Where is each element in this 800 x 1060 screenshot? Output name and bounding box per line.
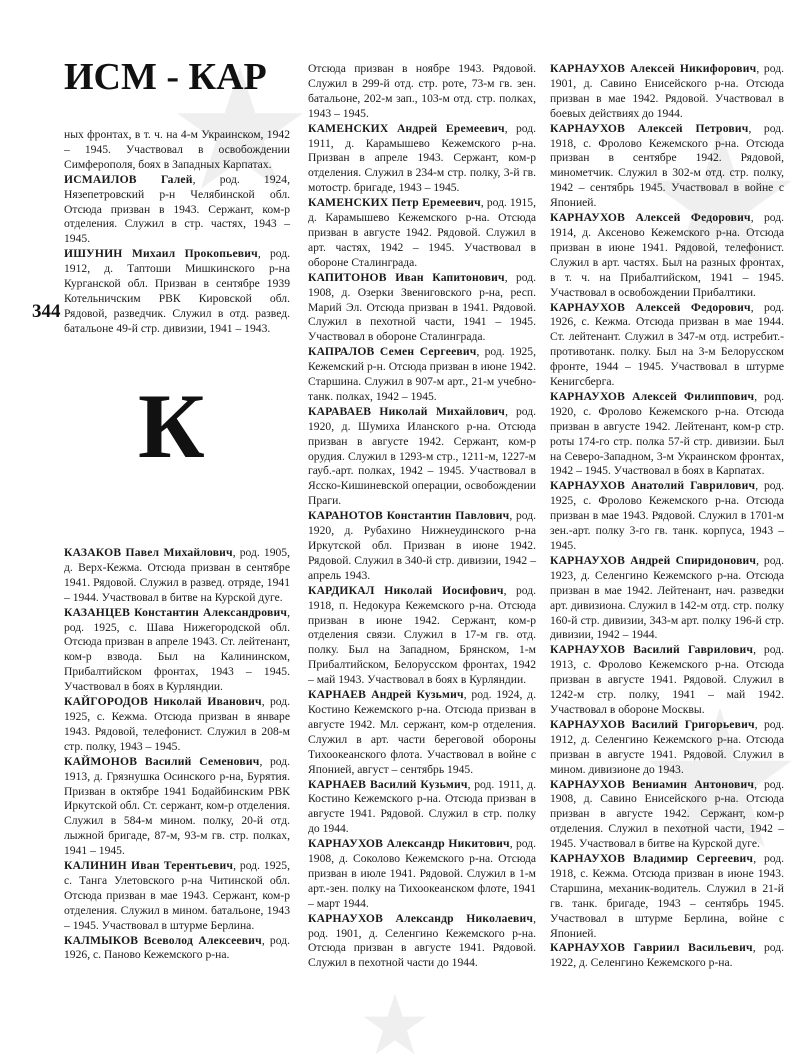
entry-text: , род. 1913, д. Грязнушка Осинского р-на, Бурятия. Призван в октябре 1941 Бодайбинским РВК Иркутской обл. Ст. сержант, ком-р отделения. Служил в 584-м мином. полку, 20-й отд. лыжной бригаде, 87-м, 93-м гв. стр. полках, 1941 – 1945. — [64, 754, 290, 858]
biography-entry — [308, 584, 536, 688]
entry-text: , род. 1920, д. Рубахино Нижнеудинского р-на Иркутской обл. Призван в июне 1942. Рядовой. Служил в 340-й стр. дивизии, 1942 – апрель 1943. — [308, 509, 537, 582]
person-name: КАРНАУХОВ Вениамин Антонович — [550, 777, 755, 791]
entry-text: , род. 1908, д. Озерки Звениговского р-на, респ. Марий Эл. Отсюда призван в 1941. Рядовой. Служил в пехотной части, 1941 – 1945. Участвовал в обороне Сталинграда. — [308, 270, 536, 344]
person-name: КАЗАКОВ Павел Михайлович — [64, 546, 233, 559]
biography-entry — [64, 755, 290, 859]
person-name: КАРДИКАЛ Николай Иосифович — [308, 583, 504, 597]
biography-entry — [64, 546, 290, 606]
biography-entry — [308, 345, 536, 405]
section-letter: К — [138, 375, 205, 477]
column-3 — [550, 62, 784, 971]
biography-entry — [308, 122, 536, 197]
entry-text: , род. 1925, с. Фролово Кежемского р-на. Отсюда призван в мае 1943. Рядовой. Служил в 1701-м зен.-арт. полку 3-го гв. танк. корпуса, 1943 – 1945. — [550, 479, 784, 552]
entry-text: , род. 1920, д. Шумиха Иланского р-на. Отсюда призван в августе 1942. Сержант, ком-р орудия. Служил в 1293-м стр., 1211-м, 1227-м гауб.-арт. полках, 1942 – 1945. Участвовал в Ясско-Кишиневской операции, освобождении Праги. — [308, 404, 537, 508]
biography-entry — [550, 122, 784, 211]
biography-entry — [64, 173, 290, 248]
entry-text: , род. 1913, с. Фролово Кежемского р-на. Отсюда призван в августе 1941. Рядовой. Служил в 1242-м стр. полку, 1941 – май 1942. Участвовал в обороне Москвы. — [550, 643, 784, 716]
person-name: КАПИТОНОВ Иван Капитонович — [308, 270, 505, 284]
biography-entry — [550, 778, 784, 853]
biography-entry — [64, 695, 290, 755]
person-name: КАМЕНСКИХ Петр Еремеевич — [308, 196, 481, 210]
biography-entry — [550, 62, 784, 122]
biography-entry — [308, 271, 536, 346]
biography-entry — [550, 941, 784, 971]
entry-text: , род. 1901, д. Савино Енисейского р-на. Отсюда призван в мае 1942. Рядовой. Участвовал в боевых действиях до 1944. — [550, 62, 784, 120]
person-name: КАРНАЕВ Василий Кузьмич — [308, 777, 468, 791]
entry-text: , род. 1905, д. Верх-Кежма. Отсюда призван в сентябре 1941. Рядовой. Служил в развед. отряде, 1941 – 1944. Участвовал в битве на Курской дуге. — [64, 546, 290, 604]
biography-entry — [550, 852, 784, 941]
person-name: КАЛИНИН Иван Терентьевич — [64, 859, 234, 873]
biography-entry — [550, 390, 784, 479]
column-1-bottom — [64, 546, 290, 963]
biography-continuation — [64, 128, 290, 173]
entry-text: , род. 1926, с. Кежма. Отсюда призван в мае 1944. Ст. лейтенант. Служил в 347-м отд. истребит.-противотанк. полку. Был на 3-м Белорусском фронте, 1944 – 1945. Участвовал в штурме Кенигсберга. — [550, 300, 784, 389]
entry-text: , род. 1925, с. Шава Нижегородской обл. Отсюда призван в апреле 1943. Ст. лейтенант, ком-р взвода. Был на Калининском, Прибалтийском фронтах, 1943 – 1945. Участвовал в боях в Курляндии. — [64, 605, 290, 694]
biography-entry — [550, 211, 784, 300]
column-2 — [308, 62, 536, 971]
person-name: ИСМАИЛОВ Галей — [64, 172, 193, 186]
entry-text: , род. 1908, д. Соколово Кежемского р-на. Отсюда призван в июле 1941. Рядовой. Служил в 1-м арт.-зен. полку на Тихоокеанском флоте, 1941 – март 1944. — [308, 837, 536, 910]
biography-entry — [308, 912, 536, 972]
person-name: КАРНАУХОВ Алексей Петрович — [550, 121, 749, 135]
biography-entry — [308, 688, 536, 777]
page-number: 344 — [32, 301, 61, 322]
entry-text: , род. 1920, с. Фролово Кежемского р-на. Отсюда призван в августе 1942. Лейтенант, ком-р стр. роты 174-го стр. полка 57-й стр. дивизии. Был на Северо-Западном, 3-м Украинском фронтах, 1942 – 1945. Участвовал в боях в Карпатах. — [550, 389, 784, 478]
person-name: КАРНАУХОВ Алексей Никифорович — [550, 62, 757, 75]
person-name: КАЙГОРОДОВ Николай Иванович — [64, 695, 262, 709]
entry-text: , род. 1901, д. Селенгино Кежемского р-на. Отсюда призван в августе 1941. Рядовой. Служил в пехотной части до 1944. — [308, 911, 536, 970]
biography-entry — [308, 405, 536, 509]
person-name: КАЗАНЦЕВ Константин Александрович — [64, 605, 288, 619]
biography-entry — [64, 247, 290, 336]
person-name: КАРАНОТОВ Константин Павлович — [308, 509, 510, 523]
person-name: КАЙМОНОВ Василий Семенович — [64, 754, 260, 768]
entry-text: , род. 1922, д. Селенгино Кежемского р-на. — [550, 941, 784, 970]
person-name: КАРНАУХОВ Василий Гаврилович — [550, 643, 754, 657]
person-name: КАЛМЫКОВ Всеволод Алексеевич — [64, 933, 262, 947]
running-header: ИСМ - КАР — [64, 56, 267, 98]
person-name: КАРНАУХОВ Алексей Федорович — [550, 300, 751, 314]
biography-entry — [308, 509, 536, 584]
entry-text: , род. 1925, с. Танга Улетовского р-на Читинской обл. Отсюда призван в мае 1943. Сержант, ком-р отделения. Служил в мином. батальоне, 1943 – 1945. Участвовал в штурме Берлина. — [64, 859, 290, 932]
person-name: КАРНАУХОВ Василий Григорьевич — [550, 717, 755, 731]
person-name: КАРНАУХОВ Владимир Сергеевич — [550, 852, 754, 866]
entry-text: , род. 1925, Кежемский р-н. Отсюда призван в июне 1942. Старшина. Служил в 907-м арт., 21-м учебно-танк. полках, 1942 – 1945. — [308, 345, 536, 403]
entry-text: , род. 1912, д. Таптоши Мишкинского р-на Курганской обл. Призван в сентябре 1939 Котельничским РВК Кировской обл. Рядовой, разведчик. Служил в отд. развед. батальоне 49-й стр. дивизии, 1941 – 1943. — [64, 247, 290, 335]
column-1-top — [64, 128, 290, 337]
person-name: КАРАВАЕВ Николай Михайлович — [308, 404, 506, 418]
entry-text: , род. 1918, с. Кежма. Отсюда призван в июне 1943. Старшина, механик-водитель. Служил в 21-й гв. танк. бригаде, 1943 – сентябрь 1945. Участвовал в штурме Берлина, войне с Японией. — [550, 852, 784, 940]
person-name: КАРНАУХОВ Алексей Федорович — [550, 211, 751, 225]
person-name: КАРНАУХОВ Анатолий Гаврилович — [550, 479, 756, 493]
biography-entry — [550, 643, 784, 718]
person-name: КАРНАУХОВ Андрей Спиридонович — [550, 553, 757, 567]
person-name: КАПРАЛОВ Семен Сергеевич — [308, 345, 477, 359]
biography-entry — [550, 554, 784, 643]
biography-entry — [550, 718, 784, 778]
entry-text: , род. 1918, с. Фролово Кежемского р-на. Отсюда призван в сентябре 1942. Рядовой, минометчик. Служил в 302-м отд. стр. полку, 1942 – сентябрь 1945. Участвовал в войне с Японией. — [550, 121, 784, 210]
star-watermark-icon — [360, 990, 430, 1060]
person-name: КАРНАУХОВ Гавриил Васильевич — [550, 941, 753, 955]
biography-entry — [308, 778, 536, 838]
entry-text: , род. 1925, с. Кежма. Отсюда призван в январе 1943. Рядовой, телефонист. Служил в 208-м стр. полку, 1943 – 1945. — [64, 695, 290, 753]
entry-text: , род. 1908, д. Савино Енисейского р-на. Отсюда призван в августе 1942. Сержант, ком-р отделения. Служил в пехотной части, 1942 – 1945. Участвовал в битве на Курской дуге. — [550, 777, 784, 851]
biography-entry — [64, 859, 290, 934]
entry-text: , род. 1926, с. Паново Кежемского р-на. — [64, 933, 290, 962]
biography-entry — [308, 837, 536, 912]
entry-text: , род. 1924, д. Костино Кежемского р-на. Отсюда призван в августе 1942. Мл. сержант, ком-р отделения. Служил в арт. части береговой обороны Тихоокеанского флота. Участвовал в войне с Японией, август – сентябрь 1945. — [308, 688, 536, 776]
entry-text: , род. 1923, д. Селенгино Кежемского р-на. Отсюда призван в мае 1942. Лейтенант, нач. разведки арт. дивизиона. Служил в 142-м отд. стр. полку 160-й стр. дивизии, 343-м арт. полку 196-й стр. дивизии, 1942 – 1944. — [550, 553, 784, 642]
entry-text: , род. 1912, д. Селенгино Кежемского р-на. Отсюда призван в августе 1941. Рядовой. Служил в мином. дивизионе до 1943. — [550, 717, 785, 776]
person-name: ИШУНИН Михаил Прокопьевич — [64, 247, 258, 261]
biography-continuation — [308, 62, 536, 122]
person-name: КАМЕНСКИХ Андрей Еремеевич — [308, 121, 505, 135]
person-name: КАРНАУХОВ Алексей Филиппович — [550, 389, 755, 403]
person-name: КАРНАУХОВ Александр Никитович — [308, 837, 510, 851]
entry-text: ных фронтах, в т. ч. на 4-м Украинском, 1942 – 1945. Участвовал в освобождении Симферополя, боях в Западных Карпатах. — [64, 128, 290, 171]
person-name: КАРНАЕВ Андрей Кузьмич — [308, 688, 464, 702]
entry-text: , род. 1915, д. Карамышево Кежемского р-на. Отсюда призван в августе 1942. Рядовой. Служил в арт. частях, 1942 – 1945. Участвовал в обороне Сталинграда. — [308, 196, 536, 269]
entry-text: Отсюда призван в ноябре 1943. Рядовой. Служил в 299-й отд. стр. роте, 73-м гв. зен. батальоне, 202-м зап., 103-м отд. стр. полках, 1943 – 1945. — [308, 62, 536, 120]
entry-text: , род. 1918, п. Недокура Кежемского р-на. Отсюда призван в июне 1942. Сержант, ком-р отделения связи. Служил в 17-м гв. отд. полку. Был на Западном, Брянском, 1-м Прибалтийском, Белорусском фронтах, 1942 – май 1943. Участвовал в боях в Курляндии. — [308, 583, 536, 687]
person-name: КАРНАУХОВ Александр Николаевич — [308, 911, 534, 925]
biography-entry — [64, 934, 290, 964]
biography-entry — [64, 606, 290, 695]
entry-text: , род. 1914, д. Аксеново Кежемского р-на. Отсюда призван в июне 1941. Рядовой, телефонист. Служил в арт. частях. Был на разных фронтах, в т. ч. на Прибалтийском, 1941 – 1945. Участвовал в освобождении Прибалтики. — [550, 211, 784, 299]
entry-text: , род. 1924, Нязепетровский р-н Челябинской обл. Отсюда призван в 1943. Сержант, ком-р отделения. Служил в стр. частях, 1943 – 1945. — [64, 172, 290, 246]
entry-text: , род. 1911, д. Карамышево Кежемского р-на. Призван в апреле 1943. Сержант, ком-р отделения. Служил в 234-м стр. полку, 3-й гв. мотостр. бригаде, 1943 – 1945. — [308, 121, 536, 195]
biography-entry — [550, 301, 784, 390]
biography-entry — [308, 196, 536, 271]
biography-entry — [550, 479, 784, 554]
entry-text: , род. 1911, д. Костино Кежемского р-на. Отсюда призван в августе 1941. Рядовой. Служил в стр. полку до 1944. — [308, 777, 537, 836]
